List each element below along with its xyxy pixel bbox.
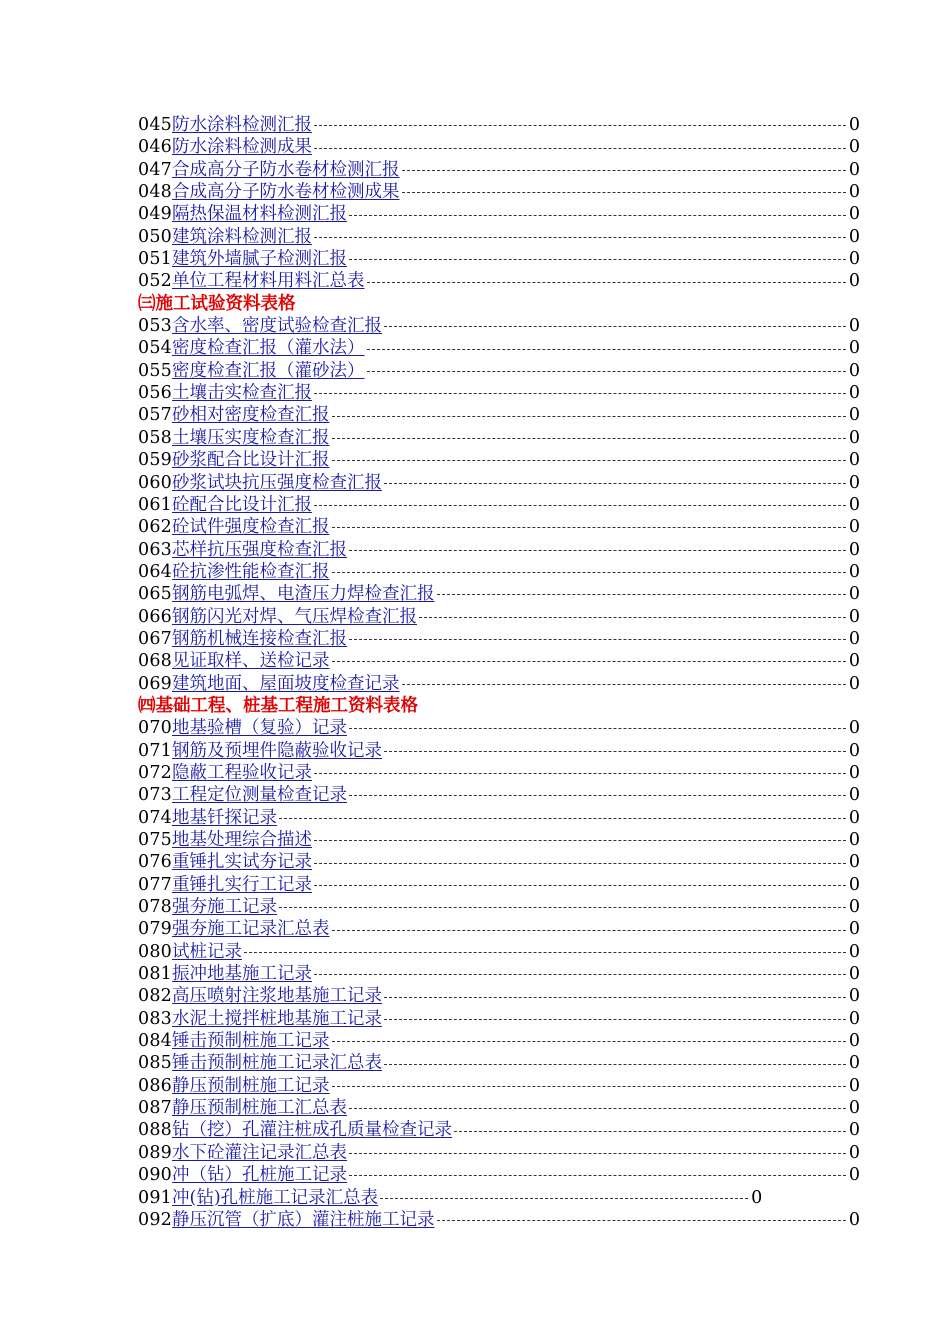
toc-entry: [138, 896, 860, 918]
entry-number: 088: [138, 1120, 173, 1141]
page-number: 0: [848, 986, 860, 1007]
toc-entry: [138, 941, 860, 963]
entry-title-link[interactable]: 砼配合比设计汇报: [172, 494, 313, 515]
entry-number: 074: [138, 807, 173, 828]
entry-number: 073: [138, 785, 173, 806]
page-number: 0: [848, 1142, 860, 1163]
page-number: 0: [848, 182, 860, 203]
entry-number: 090: [138, 1165, 173, 1186]
toc-entry: [138, 874, 860, 896]
entry-number: 077: [138, 874, 173, 895]
entry-title-link[interactable]: 高压喷射注浆地基施工记录: [172, 986, 383, 1007]
toc-entry: [138, 628, 860, 650]
toc-entry: [138, 963, 860, 985]
entry-number: 062: [138, 517, 173, 538]
entry-title-link[interactable]: 砂浆配合比设计汇报: [172, 450, 330, 471]
toc-entry: [138, 650, 860, 672]
page-number: 0: [751, 1187, 763, 1208]
page-number: 0: [848, 561, 860, 582]
dot-leader: [314, 974, 846, 975]
entry-number: 050: [138, 226, 173, 247]
entry-number: 049: [138, 204, 173, 225]
page-number: 0: [848, 472, 860, 493]
page-number: 0: [848, 226, 860, 247]
entry-number: 060: [138, 472, 173, 493]
page-number: 0: [848, 137, 860, 158]
entry-title-link[interactable]: 土壤压实度检查汇报: [172, 427, 330, 448]
entry-title-link[interactable]: 静压预制桩施工汇总表: [172, 1098, 348, 1119]
entry-number: 066: [138, 606, 173, 627]
dot-leader: [244, 952, 846, 953]
toc-entry: [138, 315, 860, 337]
entry-title-link[interactable]: 钢筋电弧焊、电渣压力焊检查汇报: [172, 584, 435, 605]
entry-title-link[interactable]: 冲（钻）孔桩施工记录: [172, 1165, 348, 1186]
page-number: 0: [848, 159, 860, 180]
entry-title-link[interactable]: 静压预制桩施工记录: [172, 1075, 330, 1096]
page-number: 0: [848, 897, 860, 918]
entry-number: 085: [138, 1053, 173, 1074]
entry-title-link[interactable]: 建筑地面、屋面坡度检查记录: [172, 673, 400, 694]
entry-number: 054: [138, 338, 173, 359]
dot-leader: [314, 125, 846, 126]
dot-leader: [349, 215, 846, 216]
toc-entry: [138, 449, 860, 471]
page-number: 0: [848, 1120, 860, 1141]
entry-title-link[interactable]: 地基处理综合描述: [172, 830, 313, 850]
dot-leader: [332, 460, 846, 461]
page-number: 0: [848, 383, 860, 404]
page-number: 0: [848, 762, 860, 783]
entry-title-link[interactable]: 水下砼灌注记录汇总表: [172, 1142, 348, 1163]
dot-leader: [349, 1153, 846, 1154]
toc-entry: [138, 1209, 860, 1231]
entry-number: 045: [138, 115, 173, 135]
entry-title-link[interactable]: 含水率、密度试验检查汇报: [172, 316, 383, 337]
dot-leader: [349, 728, 846, 729]
entry-title-link[interactable]: 合成高分子防水卷材检测汇报: [172, 159, 400, 180]
page-number: 0: [848, 830, 860, 850]
entry-number: 064: [138, 561, 173, 582]
toc-entry: [138, 807, 860, 829]
entry-title-link[interactable]: 试桩记录: [172, 941, 243, 962]
page-number: 0: [848, 360, 860, 381]
page-number: 0: [848, 1031, 860, 1052]
toc-entry: [138, 427, 860, 449]
entry-title-link[interactable]: 建筑外墙腻子检测汇报: [172, 249, 348, 270]
toc-entry: [138, 539, 860, 561]
dot-leader: [332, 661, 846, 662]
entry-title-link[interactable]: 冲(钻)孔桩施工记录汇总表: [172, 1187, 379, 1208]
entry-number: 075: [138, 830, 173, 850]
entry-number: 079: [138, 919, 173, 940]
toc-entry: [138, 404, 860, 426]
page-number: 0: [848, 249, 860, 270]
entry-title-link[interactable]: 砼试件强度检查汇报: [172, 517, 330, 538]
toc-entry: [138, 472, 860, 494]
page-number: 0: [848, 517, 860, 538]
entry-number: 072: [138, 762, 173, 783]
entry-number: 089: [138, 1142, 173, 1163]
entry-number: 059: [138, 450, 173, 471]
toc-entry: [138, 382, 860, 404]
dot-leader: [332, 1086, 846, 1087]
entry-title-link[interactable]: 地基验槽（复验）记录: [172, 718, 348, 739]
dot-leader: [454, 1131, 846, 1132]
dot-leader: [314, 885, 846, 886]
entry-title-link[interactable]: 防水涂料检测汇报: [172, 115, 313, 135]
dot-leader: [349, 550, 846, 551]
entry-number: 063: [138, 539, 173, 560]
toc-entry: [138, 159, 860, 181]
entry-number: 086: [138, 1075, 173, 1096]
dot-leader: [279, 907, 846, 908]
dot-leader: [314, 237, 846, 238]
entry-title-link[interactable]: 强夯施工记录汇总表: [172, 919, 330, 940]
entry-number: 091: [138, 1187, 173, 1208]
toc-entry: [138, 1187, 860, 1209]
entry-title-link[interactable]: 钢筋及预埋件隐蔽验收记录: [172, 740, 383, 761]
toc-entry: [138, 1075, 860, 1097]
dot-leader: [332, 416, 846, 417]
toc-entry: [138, 1164, 860, 1186]
toc-entry: [138, 784, 860, 806]
toc-entry: [138, 114, 860, 136]
entry-title-link[interactable]: 钻（挖）孔灌注桩成孔质量检查记录: [172, 1120, 453, 1141]
entry-title-link[interactable]: 单位工程材料用料汇总表: [172, 271, 365, 292]
entry-title-link[interactable]: 见证取样、送检记录: [172, 651, 330, 672]
entry-title-link[interactable]: 密度检查汇报（灌水法）: [172, 338, 365, 359]
dot-leader: [349, 259, 846, 260]
entry-number: 076: [138, 852, 173, 873]
dot-leader: [437, 594, 846, 595]
entry-number: 055: [138, 360, 173, 381]
toc-entry: [138, 673, 860, 695]
dot-leader: [332, 438, 846, 439]
toc-entry: [138, 516, 860, 538]
toc-entry: [138, 360, 860, 382]
entry-title-link[interactable]: 合成高分子防水卷材检测成果: [172, 182, 400, 203]
dot-leader: [384, 1019, 846, 1020]
entry-number: 056: [138, 383, 173, 404]
toc-entry: [138, 918, 860, 940]
entry-title-link[interactable]: 锤击预制桩施工记录汇总表: [172, 1053, 383, 1074]
entry-number: 057: [138, 405, 173, 426]
entry-number: 053: [138, 316, 173, 337]
page-number: 0: [848, 740, 860, 761]
page-number: 0: [848, 584, 860, 605]
toc-entry: [138, 1097, 860, 1119]
page-number: 0: [848, 606, 860, 627]
entry-title-link[interactable]: 钢筋机械连接检查汇报: [172, 628, 348, 649]
dot-leader: [314, 863, 846, 864]
dot-leader: [332, 527, 846, 528]
entry-title-link[interactable]: 芯样抗压强度检查汇报: [172, 539, 348, 560]
entry-number: 067: [138, 628, 173, 649]
entry-title-link[interactable]: 工程定位测量检查记录: [172, 785, 348, 806]
toc-entry: [138, 851, 860, 873]
entry-number: 058: [138, 427, 173, 448]
entry-number: 087: [138, 1098, 173, 1119]
entry-title-link[interactable]: 防水涂料检测成果: [172, 137, 313, 158]
toc-entry: [138, 740, 860, 762]
page-number: 0: [848, 494, 860, 515]
toc-entry: [138, 985, 860, 1007]
page-number: 0: [848, 673, 860, 694]
entry-number: 092: [138, 1209, 173, 1230]
toc-entry: [138, 717, 860, 739]
dot-leader: [349, 795, 846, 796]
toc-entry: [138, 203, 860, 225]
entry-title-link[interactable]: 重锤扎实行工记录: [172, 874, 313, 895]
entry-number: 047: [138, 159, 173, 180]
page-number: 0: [848, 338, 860, 359]
table-of-contents: [138, 114, 860, 1231]
entry-number: 078: [138, 897, 173, 918]
page-number: 0: [848, 115, 860, 135]
entry-number: 052: [138, 271, 173, 292]
entry-number: 068: [138, 651, 173, 672]
toc-entry: [138, 494, 860, 516]
toc-entry: [138, 762, 860, 784]
dot-leader: [437, 1220, 846, 1221]
entry-number: 061: [138, 494, 173, 515]
entry-title-link[interactable]: 砂浆试块抗压强度检查汇报: [172, 472, 383, 493]
entry-number: 051: [138, 249, 173, 270]
page-number: 0: [848, 1008, 860, 1029]
page-number: 0: [848, 651, 860, 672]
toc-entry: [138, 270, 860, 292]
entry-title-link[interactable]: 重锤扎实试夯记录: [172, 852, 313, 873]
toc-entry: [138, 606, 860, 628]
dot-leader: [349, 1108, 846, 1109]
entry-title-link[interactable]: 锤击预制桩施工记录: [172, 1031, 330, 1052]
dot-leader: [384, 751, 846, 752]
page-number: 0: [848, 852, 860, 873]
page-number: 0: [848, 1053, 860, 1074]
toc-entry: [138, 248, 860, 270]
entry-number: 082: [138, 986, 173, 1007]
toc-entry: [138, 583, 860, 605]
entry-title-link[interactable]: 水泥土搅拌桩地基施工记录: [172, 1008, 383, 1029]
dot-leader: [419, 617, 846, 618]
dot-leader: [349, 639, 846, 640]
page-number: 0: [848, 718, 860, 739]
toc-entry: [138, 226, 860, 248]
entry-number: 069: [138, 673, 173, 694]
entry-number: 083: [138, 1008, 173, 1029]
dot-leader: [332, 1041, 846, 1042]
entry-number: 065: [138, 584, 173, 605]
entry-title-link[interactable]: 隐蔽工程验收记录: [172, 762, 313, 783]
toc-entry: [138, 1052, 860, 1074]
page-number: 0: [848, 316, 860, 337]
entry-number: 070: [138, 718, 173, 739]
entry-number: 048: [138, 182, 173, 203]
page-number: 0: [848, 271, 860, 292]
toc-entry: [138, 136, 860, 158]
entry-title-link[interactable]: 强夯施工记录: [172, 897, 278, 918]
dot-leader: [384, 483, 846, 484]
entry-number: 081: [138, 964, 173, 985]
toc-entry: [138, 337, 860, 359]
page-number: 0: [848, 204, 860, 225]
entry-title-link[interactable]: 密度检查汇报（灌砂法）: [172, 360, 365, 381]
toc-entry: [138, 1030, 860, 1052]
page-number: 0: [848, 919, 860, 940]
page-number: 0: [848, 427, 860, 448]
dot-leader: [367, 282, 846, 283]
section-heading: ㈣基础工程、桩基工程施工资料表格: [138, 695, 418, 716]
page-number: 0: [848, 628, 860, 649]
page-number: 0: [848, 405, 860, 426]
dot-leader: [367, 349, 846, 350]
dot-leader: [314, 840, 846, 841]
entry-number: 084: [138, 1031, 173, 1052]
page-number: 0: [848, 807, 860, 828]
page-number: 0: [848, 941, 860, 962]
toc-entry: [138, 181, 860, 203]
entry-number: 046: [138, 137, 173, 158]
entry-number: 080: [138, 941, 173, 962]
page-number: 0: [848, 1209, 860, 1230]
page-number: 0: [848, 450, 860, 471]
page-number: 0: [848, 964, 860, 985]
dot-leader: [380, 1198, 748, 1199]
dot-leader: [332, 572, 846, 573]
entry-number: 071: [138, 740, 173, 761]
dot-leader: [314, 393, 846, 394]
entry-title-link[interactable]: 振冲地基施工记录: [172, 964, 313, 985]
toc-entry: [138, 1119, 860, 1141]
dot-leader: [384, 326, 846, 327]
dot-leader: [402, 170, 846, 171]
page-number: 0: [848, 539, 860, 560]
dot-leader: [332, 930, 846, 931]
entry-title-link[interactable]: 砼抗渗性能检查汇报: [172, 561, 330, 582]
toc-entry: [138, 1142, 860, 1164]
dot-leader: [402, 684, 846, 685]
entry-title-link[interactable]: 砂相对密度检查汇报: [172, 405, 330, 426]
page-number: 0: [848, 1098, 860, 1119]
entry-title-link[interactable]: 地基钎探记录: [172, 807, 278, 828]
entry-title-link[interactable]: 隔热保温材料检测汇报: [172, 204, 348, 225]
entry-title-link[interactable]: 静压沉管（扩底）灌注桩施工记录: [172, 1209, 435, 1230]
page-number: 0: [848, 1165, 860, 1186]
toc-entry: [138, 829, 860, 851]
page-number: 0: [848, 1075, 860, 1096]
page-number: 0: [848, 874, 860, 895]
dot-leader: [402, 192, 846, 193]
dot-leader: [384, 997, 846, 998]
dot-leader: [384, 1064, 846, 1065]
entry-title-link[interactable]: 土壤击实检查汇报: [172, 383, 313, 404]
dot-leader: [349, 1175, 846, 1176]
dot-leader: [314, 148, 846, 149]
section-heading: ㈢施工试验资料表格: [138, 293, 296, 314]
dot-leader: [314, 773, 846, 774]
entry-title-link[interactable]: 钢筋闪光对焊、气压焊检查汇报: [172, 606, 418, 627]
dot-leader: [314, 505, 846, 506]
page-number: 0: [848, 785, 860, 806]
dot-leader: [279, 818, 846, 819]
toc-entry: [138, 561, 860, 583]
dot-leader: [367, 371, 846, 372]
toc-entry: [138, 1008, 860, 1030]
entry-title-link[interactable]: 建筑涂料检测汇报: [172, 226, 313, 247]
